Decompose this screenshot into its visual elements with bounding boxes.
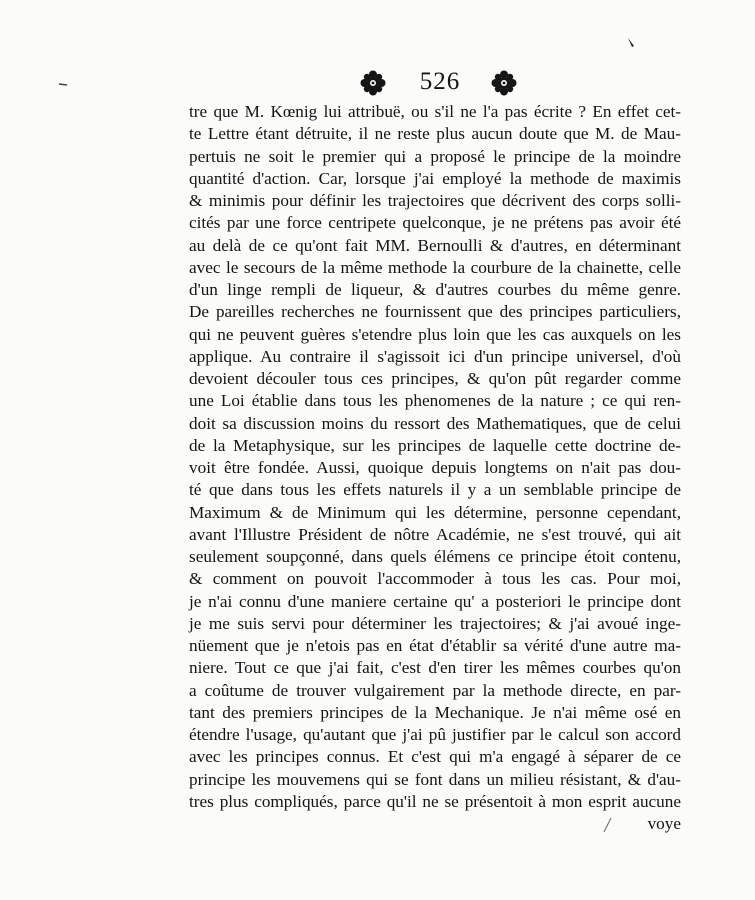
text-line: applique. Au contraire il s'agissoit ici d'un principe universel, d'où <box>189 346 681 366</box>
text-line: qui ne peuvent guères s'etendre plus loin que les cas auxquels on les <box>189 324 681 344</box>
text-line: De pareilles recherches ne fournissent que des principes particuliers, <box>189 302 681 322</box>
text-line: Maximum & de Minimum qui les détermine, personne cependant, <box>189 502 681 522</box>
text-line: devoient découler tous ces principes, & qu'on pût regarder comme <box>189 369 681 388</box>
text-line: avant l'Illustre Président de nôtre Académie, ne s'est trouvé, qui ait <box>189 524 681 544</box>
text-line: doit sa discussion moins du ressort des Mathematiques, que de celui <box>189 413 681 433</box>
page-number: 526 <box>419 68 461 95</box>
text-line: & comment on pouvoit l'accommoder à tous les cas. Pour moi, <box>189 569 681 589</box>
text-line: étendre l'usage, qu'autant que j'ai pû justifier par le calcul son accord <box>189 725 681 744</box>
text-line: te Lettre étant détruite, il ne reste plus aucun doute que M. de Mau- <box>189 124 681 144</box>
text-line: pertuis ne soit le premier qui a proposé le principe de la moindre <box>189 146 681 166</box>
text-line: cités par une force centripete quelconque, je ne prétens pas avoir été <box>189 213 681 233</box>
text-line: de la Metaphysique, sur les principes de laquelle cette doctrine de- <box>189 435 681 455</box>
text-line: d'un linge rempli de liqueur, & d'autres courbes du même genre. <box>189 280 681 299</box>
text-line: avec les principes connus. Et c'est qui m'a engagé à séparer de ce <box>189 747 681 767</box>
text-line: té que dans tous les effets naturels il y a un semblable principe de <box>189 480 681 500</box>
fleuron-ornament-left-icon <box>360 70 386 96</box>
fleuron-ornament-right-icon <box>491 70 517 96</box>
text-line: nüement que je n'etois pas en état d'établir sa vérité d'une autre ma- <box>189 636 681 655</box>
text-line: au delà de ce qu'ont fait MM. Bernoulli & d'autres, en déterminant <box>189 235 681 255</box>
text-line: & minimis pour définir les trajectoires que décrivent des corps solli- <box>189 191 681 210</box>
text-line: tres plus compliqués, parce qu'il ne se présentoit à mon esprit aucune <box>189 791 681 811</box>
text-line: niere. Tout ce que j'ai fait, c'est d'en tirer les mêmes courbes qu'on <box>189 658 681 678</box>
page-header <box>0 68 755 100</box>
text-line: je me suis servi pour déterminer les trajectoires; & j'ai avoué inge- <box>189 613 681 633</box>
ink-speck-icon <box>628 38 634 47</box>
text-line: a coûtume de trouver vulgairement par la methode directe, en par- <box>189 680 681 700</box>
text-line: avec le secours de la même methode la courbure de la chainette, celle <box>189 257 681 277</box>
text-line: tant des premiers principes de la Mechanique. Je n'ai même osé en <box>189 702 681 722</box>
text-line: quantité d'action. Car, lorsque j'ai employé la methode de maximis <box>189 168 681 188</box>
text-line: principe les mouvemens qui se font dans un milieu résistant, & d'au- <box>189 769 681 789</box>
text-line: tre que M. Kœnig lui attribuë, ou s'il ne l'a pas écrite ? En effet cet- <box>189 102 681 121</box>
text-line: une Loi établie dans tous les phenomenes de la nature ; ce qui ren- <box>189 391 681 411</box>
text-line: voit être fondée. Aussi, quoique depuis longtems on n'ait pas dou- <box>189 458 681 477</box>
catchword: voye <box>647 814 681 833</box>
body-text <box>189 101 681 835</box>
text-line: seulement soupçonné, dans quels élémens ce principe étoit contenu, <box>189 547 681 566</box>
text-line: je n'ai connu d'une maniere certaine qu' a posteriori le principe dont <box>189 591 681 611</box>
